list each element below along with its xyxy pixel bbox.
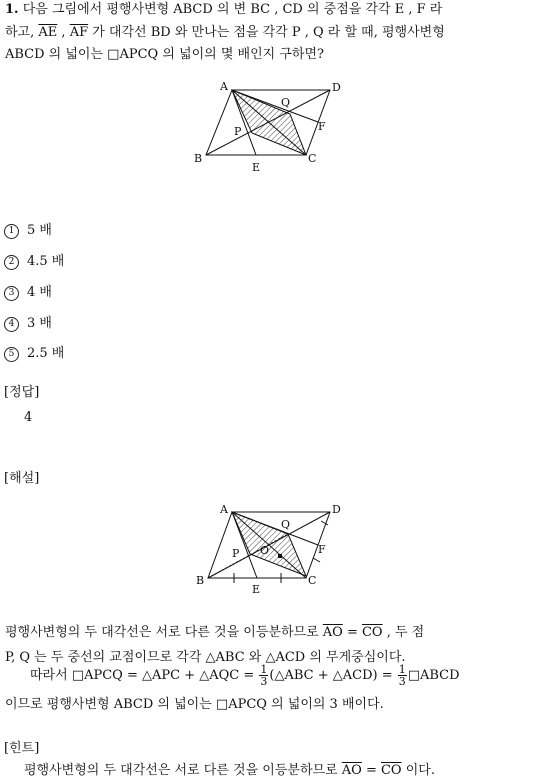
choice-text: 4.5 배 (27, 254, 65, 269)
segment-ao: $\overline{AO}$ (322, 625, 343, 640)
fraction-numerator: 1 (398, 663, 406, 676)
question-line-1 (5, 0, 442, 20)
question-text-1: 다음 그림에서 평행사변형 ABCD 의 변 BC , CD 의 중점을 각각 E , F 라 (22, 2, 443, 17)
fraction-denominator: 3 (260, 675, 268, 688)
equals-sign: = (342, 625, 362, 640)
choice-text: 4 배 (27, 285, 52, 300)
center-point (278, 554, 282, 558)
choice-text: 2.5 배 (27, 346, 65, 361)
fraction-denominator: 3 (398, 675, 406, 688)
answer-value: 4 (24, 410, 33, 425)
explanation-line-4: 이므로 평행사변형 ABCD 의 넓이는 □APCQ 의 넓이의 3 배이다. (5, 697, 384, 712)
segment-af: $\overline{AF}$ (69, 25, 89, 40)
label-o: O (260, 544, 270, 557)
label-c: C (308, 574, 317, 587)
hint-text-b: 이다. (401, 763, 435, 778)
explanation-text-3c: □ABCD (407, 668, 460, 683)
choice-marker: 5 (4, 347, 19, 362)
segment-ao: $\overline{AO}$ (341, 763, 362, 778)
choice-2[interactable] (4, 250, 64, 270)
segment-ae: $\overline{AE}$ (38, 25, 58, 40)
label-b: B (194, 152, 203, 165)
label-e: E (252, 161, 261, 174)
explanation-heading: [해설] (4, 471, 40, 486)
label-d: D (332, 503, 341, 516)
choice-text: 5 배 (27, 223, 52, 238)
choice-5[interactable] (4, 342, 64, 362)
segment-co: $\overline{CO}$ (380, 763, 402, 778)
answer-heading: [정답] (4, 385, 40, 400)
label-a: A (220, 503, 228, 516)
question-number: 1. (5, 2, 19, 17)
label-q: Q (281, 518, 291, 531)
hint-heading: [힌트] (4, 741, 40, 756)
fraction-one-third (259, 664, 268, 687)
equals-sign: = (361, 763, 381, 778)
diagonal-bd (206, 90, 330, 155)
question-text-2b: , (57, 25, 70, 40)
label-f: F (318, 120, 326, 133)
label-d: D (332, 81, 341, 94)
tick-mark (313, 558, 320, 562)
fraction-numerator: 1 (260, 663, 268, 676)
choice-1[interactable] (4, 219, 52, 239)
choice-text: 3 배 (27, 316, 52, 331)
explanation-text-1a: 평행사변형의 두 대각선은 서로 다른 것을 이등분하므로 (5, 625, 323, 640)
choice-4[interactable] (4, 312, 52, 332)
choice-marker: 4 (4, 317, 19, 332)
explanation-figure (190, 498, 350, 596)
label-e: E (252, 583, 261, 596)
hint-text (24, 759, 435, 778)
label-a: A (220, 80, 228, 93)
explanation-line-3 (30, 664, 460, 687)
diagonal-ac (232, 90, 306, 155)
fraction-one-third-2 (398, 664, 407, 687)
choice-marker: 1 (4, 224, 19, 239)
explanation-line-1 (5, 621, 424, 640)
hint-text-a: 평행사변형의 두 대각선은 서로 다른 것을 이등분하므로 (24, 763, 342, 778)
label-p: P (234, 125, 242, 138)
explanation-text-3b: (△ABC + △ACD) = (269, 668, 397, 683)
parallelogram-figure (190, 80, 350, 175)
question-text-2a: 하고, (5, 25, 35, 40)
label-f: F (318, 543, 326, 556)
choice-3[interactable] (4, 281, 52, 301)
explanation-text-1b: , 두 점 (382, 625, 425, 640)
label-q: Q (281, 96, 291, 109)
choice-marker: 3 (4, 286, 19, 301)
label-b: B (196, 574, 205, 587)
choice-marker: 2 (4, 255, 19, 270)
question-text-2c: 가 대각선 BD 와 만나는 점을 각각 P , Q 라 할 때, 평행사변형 (88, 25, 445, 40)
label-p: P (232, 547, 240, 560)
label-c: C (308, 152, 317, 165)
explanation-line-2: P, Q 는 두 중선의 교점이므로 각각 △ABC 와 △ACD 의 무게중심이다. (5, 650, 406, 665)
explanation-text-3a: 따라서 □APCQ = △APC + △AQC = (30, 668, 259, 683)
segment-co: $\overline{CO}$ (361, 625, 383, 640)
question-line-3: ABCD 의 넓이는 □APCQ 의 넓이의 몇 배인지 구하면? (5, 47, 324, 62)
question-line-2 (5, 23, 445, 43)
